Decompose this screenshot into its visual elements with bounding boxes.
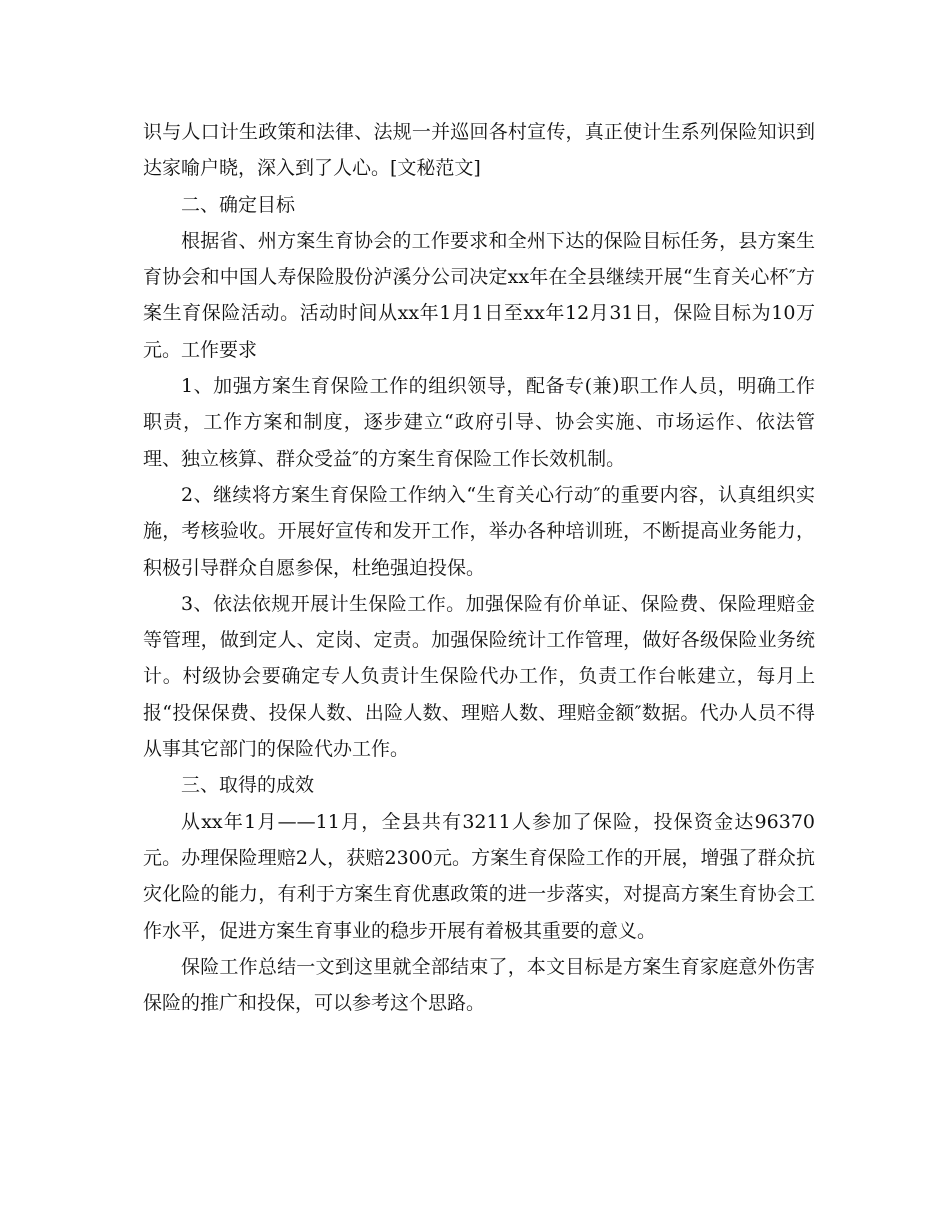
paragraph-requirement-1: 1、加强方案生育保险工作的组织领导，配备专(兼)职工作人员，明确工作职责，工作方案和制度，逐步建立“政府引导、协会实施、市场运作、依法管理、独立核算、群众受益″的方案生育保险工作长效机制。 bbox=[143, 375, 815, 470]
section-heading-goals: 二、确定目标 bbox=[181, 193, 296, 216]
paragraph-results: 从xx年1月——11月，全县共有3211人参加了保险，投保资金达96370元。办理保险理赔2人，获赔2300元。方案生育保险工作的开展，增强了群众抗灾化险的能力，有利于方案生育优惠政策的进一步落实，对提高方案生育协会工作水平，促进方案生育事业的稳步开展有着极其重要的意义。 bbox=[143, 810, 815, 942]
document-body bbox=[143, 114, 815, 1021]
section-heading-results: 三、取得的成效 bbox=[181, 774, 315, 797]
paragraph-requirement-3: 3、依法依规开展计生保险工作。加强保险有价单证、保险费、保险理赔金等管理，做到定人、定岗、定责。加强保险统计工作管理，做好各级保险业务统计。村级协会要确定专人负责计生保险代办工作，负责工作台帐建立，每月上报“投保保费、投保人数、出险人数、理赔人数、理赔金额″数据。代办人员不得从事其它部门的保险代办工作。 bbox=[143, 592, 815, 761]
paragraph-goals: 根据省、州方案生育协会的工作要求和全州下达的保险目标任务，县方案生育协会和中国人寿保险股份泸溪分公司决定xx年在全县继续开展“生育关心杯″方案生育保险活动。活动时间从xx年1月1日至xx年12月31日，保险目标为10万元。工作要求 bbox=[143, 229, 815, 361]
paragraph-conclusion: 保险工作总结一文到这里就全部结束了，本文目标是方案生育家庭意外伤害保险的推广和投保，可以参考这个思路。 bbox=[143, 955, 815, 1015]
paragraph-continuation: 识与人口计生政策和法律、法规一并巡回各村宣传，真正使计生系列保险知识到达家喻户晓，深入到了人心。[文秘范文] bbox=[143, 121, 815, 180]
paragraph-requirement-2: 2、继续将方案生育保险工作纳入“生育关心行动″的重要内容，认真组织实施，考核验收。开展好宣传和发开工作，举办各种培训班，不断提高业务能力，积极引导群众自愿参保，杜绝强迫投保。 bbox=[143, 483, 815, 579]
